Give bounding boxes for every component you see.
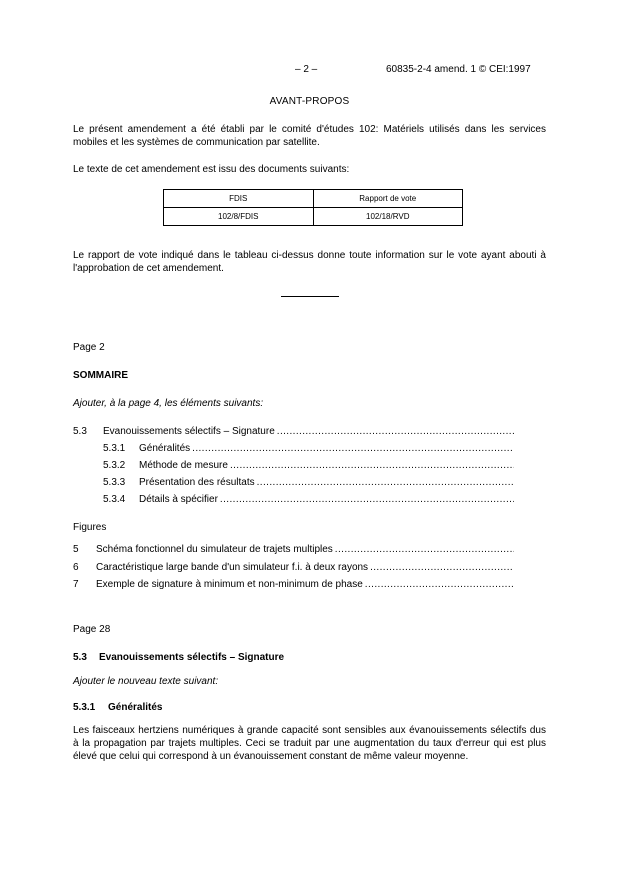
leader-dots	[230, 459, 514, 473]
subsection-title: Généralités	[108, 702, 163, 713]
list-item	[103, 459, 514, 473]
figure-label: Caractéristique large bande d'un simulateur f.i. à deux rayons	[96, 562, 369, 573]
table-cell-fdis: 102/8/FDIS	[164, 208, 314, 226]
subsection-heading	[73, 702, 162, 713]
toc-label: Généralités	[139, 443, 191, 454]
figure-label: Schéma fonctionnel du simulateur de trajets multiples	[96, 544, 333, 555]
body-paragraph: Les faisceaux hertziens numériques à grande capacité sont sensibles aux évanouissements sélectifs dus à la propagation par trajets multiples. Ceci se traduit par une augmentation du taux d'erreur qui est plus élevé que celui qui correspond à un évanouissement constant de même valeur moyenne.	[73, 725, 546, 762]
subsection-number: 5.3.1	[73, 702, 96, 713]
leader-dots	[370, 561, 514, 575]
toc-number: 5.3	[73, 426, 87, 437]
figure-number: 7	[73, 579, 79, 590]
foreword-paragraph-1: Le présent amendement a été établi par le comité d'études 102: Matériels utilisés dans les services mobiles et les systèmes de communication par satellite.	[73, 124, 546, 148]
documents-table	[163, 189, 463, 226]
toc-label: Présentation des résultats	[139, 477, 255, 488]
section-divider	[281, 296, 339, 297]
toc-label: Evanouissements sélectifs – Signature	[103, 426, 275, 437]
page-label-28: Page 28	[73, 624, 111, 635]
foreword-title: AVANT-PROPOS	[269, 96, 350, 107]
body-instruction: Ajouter le nouveau texte suivant:	[73, 676, 219, 687]
toc-number: 5.3.1	[103, 443, 126, 454]
list-item	[103, 493, 514, 507]
page-number: – 2 –	[295, 64, 318, 75]
figures-label: Figures	[73, 522, 107, 533]
table-cell-vote-report: 102/18/RVD	[313, 208, 463, 226]
toc-label: Détails à spécifier	[139, 494, 218, 505]
foreword-paragraph-2: Le texte de cet amendement est issu des documents suivants:	[73, 164, 350, 175]
list-item	[73, 561, 514, 575]
list-item	[73, 543, 514, 557]
section-heading	[73, 652, 284, 663]
contents-instruction: Ajouter, à la page 4, les éléments suivants:	[73, 398, 264, 409]
figure-number: 6	[73, 562, 79, 573]
toc-number: 5.3.3	[103, 477, 126, 488]
document-reference: 60835-2-4 amend. 1 © CEI:1997	[386, 64, 531, 75]
section-title: Evanouissements sélectifs – Signature	[99, 652, 285, 663]
table-header-row	[164, 190, 463, 208]
toc-number: 5.3.4	[103, 494, 126, 505]
list-item	[103, 476, 514, 490]
figure-label: Exemple de signature à minimum et non-minimum de phase	[96, 579, 363, 590]
foreword-paragraph-3: Le rapport de vote indiqué dans le tableau ci-dessus donne toute information sur le vote ayant abouti à l'approbation de cet amendement.	[73, 250, 546, 274]
list-item	[73, 578, 514, 592]
leader-dots	[335, 543, 514, 557]
leader-dots	[277, 425, 514, 439]
page-label-2: Page 2	[73, 342, 105, 353]
list-item	[103, 442, 514, 456]
table-header-fdis: FDIS	[164, 190, 314, 208]
list-item	[73, 425, 514, 439]
figure-number: 5	[73, 544, 79, 555]
leader-dots	[365, 578, 514, 592]
table-row	[164, 208, 463, 226]
leader-dots	[257, 476, 514, 490]
toc-number: 5.3.2	[103, 460, 126, 471]
section-number: 5.3	[73, 652, 87, 663]
leader-dots	[220, 493, 514, 507]
table-header-vote-report: Rapport de vote	[313, 190, 463, 208]
leader-dots	[192, 442, 514, 456]
contents-title: SOMMAIRE	[73, 370, 128, 381]
toc-label: Méthode de mesure	[139, 460, 228, 471]
